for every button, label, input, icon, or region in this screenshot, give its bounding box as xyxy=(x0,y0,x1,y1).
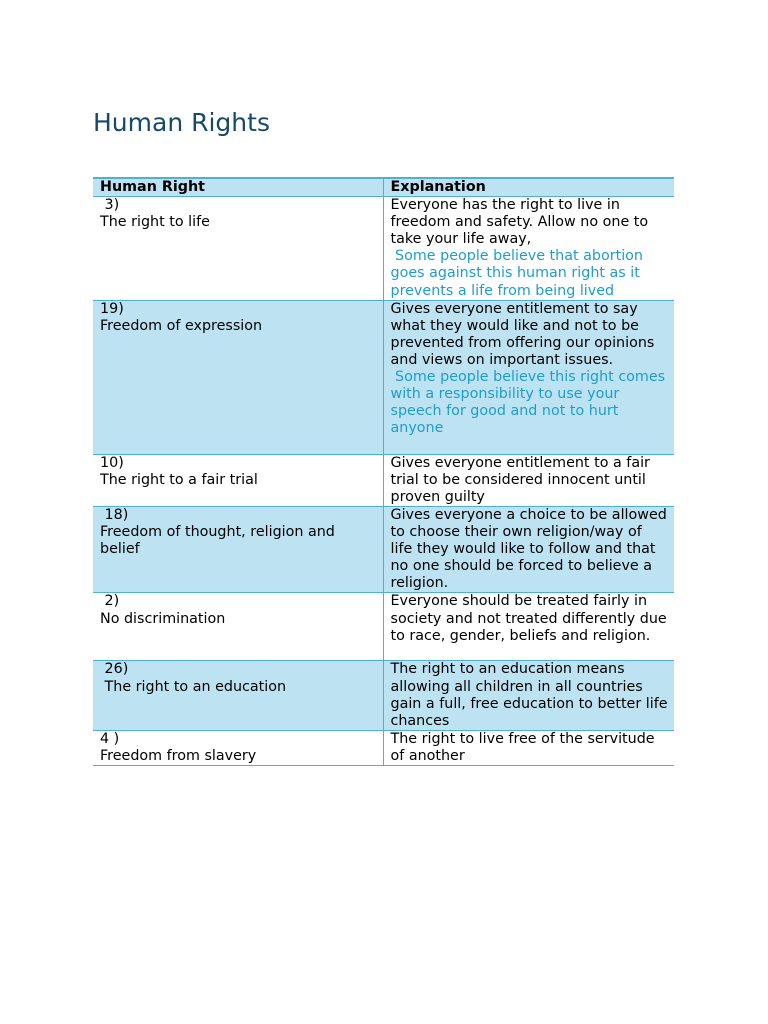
explanation-cell xyxy=(383,300,674,454)
right-cell xyxy=(93,506,383,592)
right-name: The right to an education xyxy=(100,678,287,695)
explanation-note: Some people believe this right comes with a responsibility to use your speech for good and not to hurt anyone xyxy=(390,369,670,437)
right-cell xyxy=(93,197,383,301)
table-row xyxy=(93,454,674,506)
explanation-text: Everyone should be treated fairly in society and not treated differently due to race, gender, beliefs and religion. xyxy=(390,593,672,644)
right-number: 10) xyxy=(100,454,124,471)
right-name: The right to a fair trial xyxy=(100,471,258,488)
right-number: 26) xyxy=(100,661,129,678)
right-cell xyxy=(93,454,383,506)
explanation-cell xyxy=(383,730,674,765)
right-cell xyxy=(93,300,383,454)
table-header-row xyxy=(93,178,674,197)
explanation-cell xyxy=(383,506,674,592)
explanation-note: Some people believe that abortion goes against this human right as it prevents a life from being lived xyxy=(390,248,648,299)
right-number: 2) xyxy=(100,593,120,610)
right-name: The right to life xyxy=(100,214,210,231)
header-explanation: Explanation xyxy=(383,178,674,197)
explanation-cell xyxy=(383,661,674,730)
right-cell xyxy=(93,661,383,730)
right-number: 19) xyxy=(100,300,124,317)
header-human-right: Human Right xyxy=(93,178,383,197)
right-number: 3) xyxy=(100,197,120,214)
table-row xyxy=(93,197,674,301)
explanation-text: Gives everyone a choice to be allowed to choose their own religion/way of life they would like to follow and that no one should be forced to believe a religion. xyxy=(390,506,672,592)
explanation-text: The right to an education means allowing all children in all countries gain a full, free education to better life chances xyxy=(390,661,673,729)
table-row xyxy=(93,730,674,765)
explanation-cell xyxy=(383,197,674,301)
right-number: 4 ) xyxy=(100,730,120,747)
table-row xyxy=(93,300,674,454)
right-number: 18) xyxy=(100,506,129,523)
table-row xyxy=(93,661,674,730)
right-cell xyxy=(93,730,383,765)
page-title: Human Rights xyxy=(93,108,270,137)
explanation-text: The right to live free of the servitude of another xyxy=(390,730,660,764)
explanation-text: Everyone has the right to live in freedom and safety. Allow no one to take your life away, xyxy=(390,197,653,248)
right-name: Freedom from slavery xyxy=(100,747,257,764)
right-name: Freedom of thought, religion and belief xyxy=(100,524,340,558)
table-row xyxy=(93,506,674,592)
explanation-cell xyxy=(383,454,674,506)
explanation-text: Gives everyone entitlement to say what they would like and not to be prevented from offering our opinions and views on important issues. xyxy=(390,300,659,368)
right-cell xyxy=(93,593,383,661)
human-rights-table xyxy=(93,177,674,766)
right-name: No discrimination xyxy=(100,610,226,627)
table-row xyxy=(93,593,674,661)
right-name: Freedom of expression xyxy=(100,317,263,334)
explanation-text: Gives everyone entitlement to a fair trial to be considered innocent until proven guilty xyxy=(390,454,655,505)
explanation-cell xyxy=(383,593,674,661)
